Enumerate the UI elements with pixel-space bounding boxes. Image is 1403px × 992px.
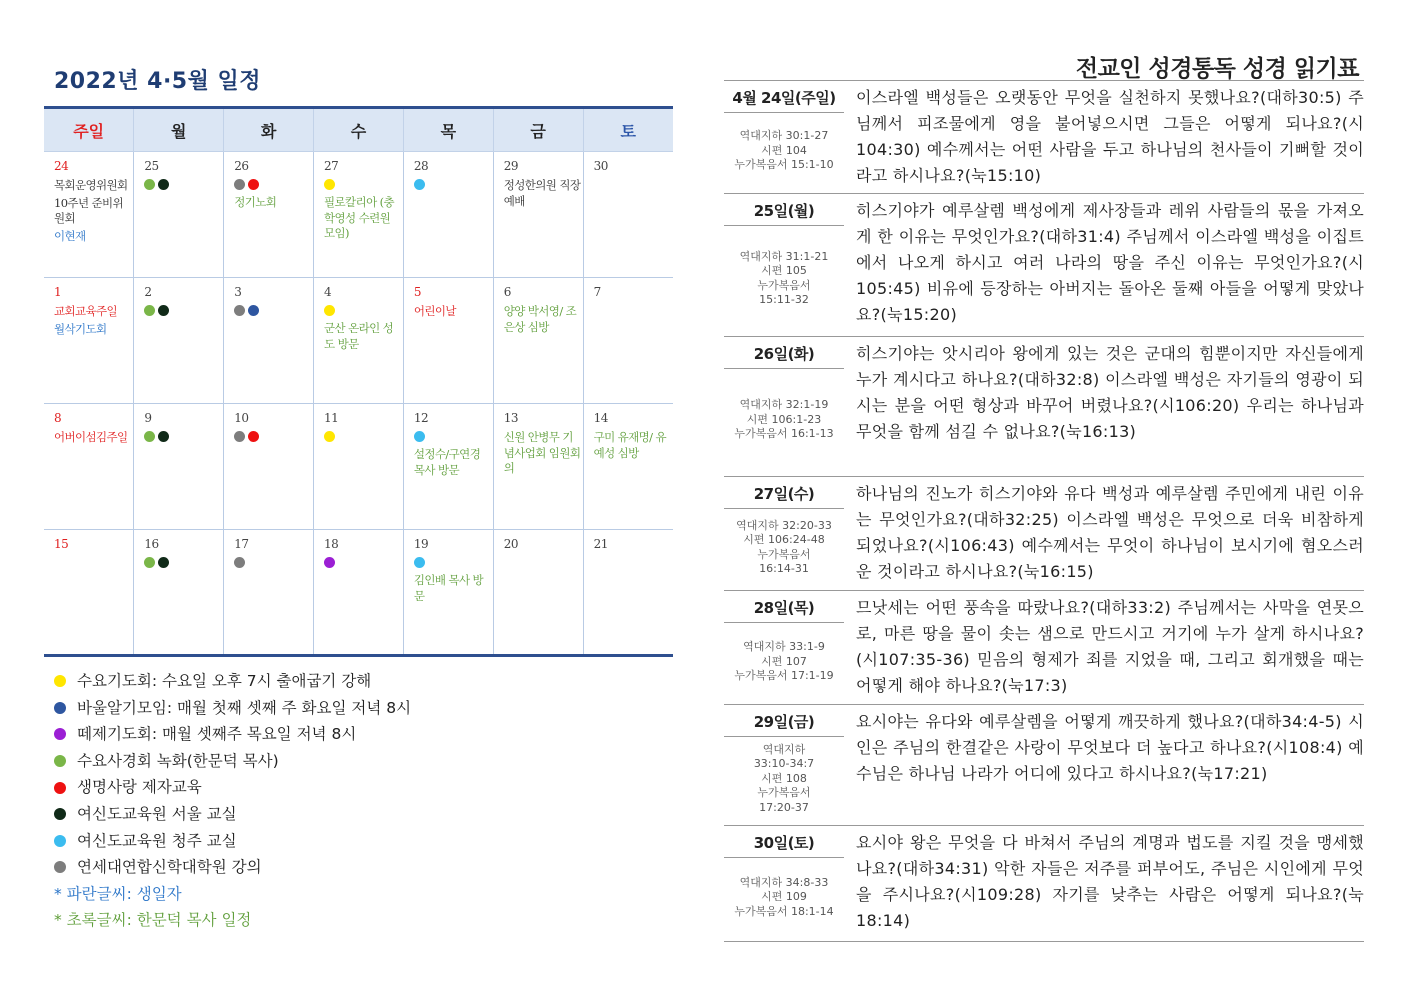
reading-day-column <box>724 481 844 587</box>
passage-ref: 시편 108 <box>761 771 807 785</box>
event-dot-purple <box>324 557 335 568</box>
passage-ref: 역대지하 33:1-9 <box>743 640 825 654</box>
calendar-day-cell <box>134 530 224 656</box>
legend-item <box>54 748 411 775</box>
legend-footnote: * 초록글씨: 한문덕 목사 일정 <box>54 911 252 930</box>
legend-dot-black <box>54 808 66 820</box>
day-number: 8 <box>54 411 62 425</box>
calendar-day-cell <box>134 152 224 278</box>
event-dots <box>234 304 313 317</box>
calendar-day-cell <box>403 404 493 530</box>
passage-ref: 시편 105 <box>761 264 807 278</box>
calendar-table <box>44 106 673 657</box>
calendar-day-cell <box>403 152 493 278</box>
reading-row <box>724 705 1364 826</box>
weekday-wed: 수 <box>314 108 404 152</box>
reading-table <box>724 80 1364 942</box>
day-number: 21 <box>593 537 608 551</box>
calendar-day-cell <box>314 530 404 656</box>
event-dots <box>324 430 403 443</box>
legend-label: 바울알기모임: 매월 첫째 셋째 주 화요일 저녁 8시 <box>77 698 412 717</box>
passage-ref: 33:10-34:7 <box>753 757 815 771</box>
day-number: 14 <box>593 411 608 425</box>
event-dot-black <box>158 179 169 190</box>
event-dots <box>234 556 313 569</box>
calendar-day-cell <box>314 404 404 530</box>
event-dot-gray <box>234 431 245 442</box>
passage-ref: 역대지하 <box>762 742 806 756</box>
reading-day-column <box>724 198 844 332</box>
calendar-day-cell <box>403 278 493 404</box>
event-dot-black <box>158 557 169 568</box>
reading-date: 25일(월) <box>724 198 844 226</box>
reading-date: 28일(목) <box>724 595 844 623</box>
calendar-day-cell <box>224 530 314 656</box>
calendar-day-cell <box>583 152 673 278</box>
day-note: 군산 온라인 성도 방문 <box>324 321 394 351</box>
event-dot-gray <box>234 557 245 568</box>
event-dot-cyan <box>414 179 425 190</box>
reading-day-column <box>724 341 844 472</box>
reading-row <box>724 477 1364 592</box>
passage-ref: 역대지하 31:1-21 <box>739 249 829 263</box>
weekday-thu: 목 <box>403 108 493 152</box>
passage-ref: 누가복음서 <box>757 547 811 561</box>
day-number: 10 <box>234 411 249 425</box>
legend-item <box>54 668 411 695</box>
calendar-day-cell <box>44 530 134 656</box>
passage-ref: 역대지하 32:1-19 <box>739 398 829 412</box>
calendar-week-row <box>44 278 673 404</box>
calendar-day-cell <box>134 404 224 530</box>
day-note: 설정수/구연경 목사 방문 <box>413 447 481 477</box>
event-dot-yellow <box>324 305 335 316</box>
day-note: 이현재 <box>54 228 86 243</box>
calendar-day-cell <box>44 152 134 278</box>
event-dot-black <box>158 305 169 316</box>
passage-ref: 15:11-32 <box>759 293 809 307</box>
calendar-day-cell <box>493 278 583 404</box>
event-dot-cyan <box>414 557 425 568</box>
calendar-day-cell <box>314 152 404 278</box>
day-note: 목회운영위원회 <box>54 178 128 193</box>
day-number: 25 <box>144 159 159 173</box>
event-dot-green <box>144 305 155 316</box>
legend-dot-purple <box>54 728 66 740</box>
calendar-day-cell <box>314 278 404 404</box>
weekday-fri: 금 <box>493 108 583 152</box>
event-dots <box>414 556 493 569</box>
reading-question: 히스기야가 예루살렘 백성에게 제사장들과 레위 사람들의 몫을 가져오게 한 이유는 무엇인가요?(대하31:4) 주님께서 이스라엘 백성을 이집트에서 나오게 하시고 여러 나라의 땅을 주신 이유는 무엇인가요?(시105:45) 비유에 등장하는 아버지는 돌아온 둘째 아들을 어떻게 맞았나요?(눅15:20) <box>856 201 1364 324</box>
passage-ref: 시편 109 <box>761 890 807 904</box>
day-number: 16 <box>144 537 159 551</box>
reading-row <box>724 81 1364 194</box>
day-number: 15 <box>54 537 69 551</box>
weekday-header-row <box>44 108 673 152</box>
calendar-day-cell <box>583 404 673 530</box>
legend-dot-cyan <box>54 835 66 847</box>
event-dot-black <box>158 431 169 442</box>
passage-ref: 역대지하 34:8-33 <box>739 875 829 889</box>
reading-row <box>724 194 1364 337</box>
day-number: 4 <box>324 285 332 299</box>
passage-ref: 16:14-31 <box>759 562 809 576</box>
event-dot-green <box>144 431 155 442</box>
day-number: 27 <box>324 159 339 173</box>
legend-item <box>54 828 411 855</box>
event-dot-yellow <box>324 431 335 442</box>
legend-dot-gray <box>54 861 66 873</box>
reading-question: 히스기야는 앗시리아 왕에게 있는 것은 군대의 힘뿐이지만 자신들에게 누가 계시다고 하나요?(대하32:8) 이스라엘 백성은 자기들의 영광이 되시는 분을 어떤 형상과 바꾸어 버렸나요?(시106:20) 우리는 하나님과 무엇을 함께 섬길 수 없나요?(눅16:13) <box>856 343 1364 441</box>
day-number: 26 <box>234 159 249 173</box>
legend-label: 수요기도회: 수요일 오후 7시 출애굽기 강해 <box>77 672 372 690</box>
legend-dot-yellow <box>54 675 66 687</box>
event-dot-yellow <box>324 179 335 190</box>
reading-row <box>724 337 1364 477</box>
legend-label: 수요사경회 녹화(한문덕 목사) <box>77 751 279 770</box>
calendar-day-cell <box>134 278 224 404</box>
passage-ref: 누가복음서 17:1-19 <box>734 669 834 683</box>
reading-date: 30일(토) <box>724 830 844 858</box>
legend-item <box>54 695 411 722</box>
event-dots <box>324 304 403 317</box>
calendar-day-cell <box>583 278 673 404</box>
passage-ref: 역대지하 32:20-33 <box>736 518 832 532</box>
day-note: 교회교육주일 <box>54 304 118 319</box>
day-number: 13 <box>503 411 518 425</box>
event-dots <box>144 556 223 569</box>
day-number: 18 <box>324 537 339 551</box>
legend-label: 떼제기도회: 매월 셋째주 목요일 저녁 8시 <box>77 725 357 744</box>
reading-day-column <box>724 85 844 189</box>
reading-passages <box>734 623 833 700</box>
reading-row <box>724 826 1364 942</box>
weekday-sat: 토 <box>583 108 673 152</box>
calendar-day-cell <box>224 404 314 530</box>
day-number: 3 <box>234 285 242 299</box>
day-number: 2 <box>144 285 152 299</box>
calendar-day-cell <box>583 530 673 656</box>
day-number: 11 <box>324 411 339 425</box>
legend-item <box>54 801 411 828</box>
day-number: 5 <box>413 285 422 299</box>
calendar-day-cell <box>224 152 314 278</box>
reading-date: 29일(금) <box>724 709 844 737</box>
weekday-mon: 월 <box>134 108 224 152</box>
passage-ref: 시편 106:24-48 <box>743 533 825 547</box>
legend-dot-red <box>54 782 66 794</box>
calendar-week-row <box>44 530 673 656</box>
day-note: 월삭기도회 <box>54 321 107 336</box>
reading-day-column <box>724 830 844 937</box>
reading-date: 4월 24일(주일) <box>724 85 844 113</box>
day-number: 12 <box>413 411 429 425</box>
day-number: 7 <box>593 285 601 299</box>
calendar-legend <box>54 668 411 934</box>
calendar-day-cell <box>493 152 583 278</box>
passage-ref: 누가복음서 18:1-14 <box>734 904 834 918</box>
event-dots <box>234 178 313 191</box>
event-dots <box>234 430 313 443</box>
calendar-day-cell <box>403 530 493 656</box>
reading-passages <box>740 226 829 332</box>
reading-day-column <box>724 595 844 700</box>
reading-date: 27일(수) <box>724 481 844 509</box>
day-note: 양양 박서영/ 조은상 심방 <box>503 304 577 334</box>
weekday-tue: 화 <box>224 108 314 152</box>
day-number: 20 <box>503 537 518 551</box>
passage-ref: 누가복음서 15:1-10 <box>734 158 834 172</box>
legend-item <box>54 854 411 881</box>
passage-ref: 누가복음서 16:1-13 <box>734 427 834 441</box>
event-dot-cyan <box>414 431 425 442</box>
day-note: 10주년 준비위원회 <box>54 195 124 226</box>
event-dots <box>324 556 403 569</box>
event-dots <box>414 430 493 443</box>
passage-ref: 시편 106:1-23 <box>746 412 822 426</box>
event-dot-gray <box>234 179 245 190</box>
calendar-day-cell <box>224 278 314 404</box>
day-note: 필로칼리아 (충학영성 수련원 모임) <box>324 195 395 241</box>
reading-question: 므낫세는 어떤 풍속을 따랐나요?(대하33:2) 주님께서는 사막을 연못으로, 마른 땅을 물이 솟는 샘으로 만드시고 거기에 누가 살게 하시나요?(시107:35-36) 믿음의 형제가 죄를 지었을 때, 그리고 회개했을 때는 어떻게 해야 하나요?(눅17:3) <box>856 598 1364 696</box>
day-number: 28 <box>413 159 429 173</box>
calendar-day-cell <box>493 404 583 530</box>
calendar-day-cell <box>44 404 134 530</box>
day-number: 24 <box>54 159 69 173</box>
day-note: 구미 유재명/ 유예성 심방 <box>593 430 667 460</box>
passage-ref: 누가복음서 <box>757 786 811 800</box>
day-number: 30 <box>593 159 608 173</box>
day-note: 신원 안병무 기념사업회 임원회의 <box>503 430 581 476</box>
reading-question: 요시야 왕은 무엇을 다 바쳐서 주님의 계명과 법도를 지킬 것을 맹세했나요?(대하34:31) 악한 자들은 저주를 퍼부어도, 주님은 시인에게 무엇을 주시나요?(시109:28) 자기를 낮추는 사람은 어떻게 되나요?(눅18:14) <box>856 833 1364 931</box>
event-dot-gray <box>234 305 245 316</box>
event-dots <box>144 178 223 191</box>
day-note: 정성한의원 직장예배 <box>503 178 581 208</box>
reading-question: 이스라엘 백성들은 오랫동안 무엇을 실천하지 못했나요?(대하30:5) 주님께서 피조물에게 영을 불어넣으시면 그들은 어떻게 되나요?(시104:30) 예수께서는 어떤 사람을 두고 하나님의 천사들이 기뻐할 것이라고 하시나요?(눅15:10) <box>856 88 1364 185</box>
calendar-week-row <box>44 404 673 530</box>
calendar-body <box>44 152 673 656</box>
legend-label: 여신도교육원 청주 교실 <box>77 831 237 850</box>
day-number: 1 <box>54 285 62 299</box>
reading-passages <box>754 737 814 821</box>
day-note: 정기노회 <box>234 195 277 210</box>
reading-title: 전교인 성경통독 성경 읽기표 <box>1075 56 1359 82</box>
reading-passages <box>734 113 833 189</box>
day-note: 김인배 목사 방문 <box>413 573 484 603</box>
reading-date: 26일(화) <box>724 341 844 369</box>
reading-passages <box>736 509 832 587</box>
event-dots <box>414 178 493 191</box>
reading-question: 하나님의 진노가 히스기야와 유다 백성과 예루살렘 주민에게 내린 이유는 무엇인가요?(대하32:25) 이스라엘 백성은 무엇으로 더욱 비참하게 되었나요?(시106:43) 예수께서는 무엇이 하나님이 보시기에 혐오스러운 것이라고 하시나요?(눅16:15) <box>856 483 1364 581</box>
day-number: 17 <box>234 537 249 551</box>
calendar-week-row <box>44 152 673 278</box>
legend-dot-green <box>54 755 66 767</box>
day-number: 9 <box>144 411 152 425</box>
day-note: 어린이날 <box>413 304 456 319</box>
calendar-day-cell <box>493 530 583 656</box>
reading-passages <box>734 369 833 472</box>
event-dots <box>144 430 223 443</box>
event-dot-red <box>248 431 259 442</box>
reading-passages <box>734 858 833 937</box>
legend-dot-navy <box>54 702 66 714</box>
passage-ref: 시편 104 <box>761 143 807 157</box>
reading-day-column <box>724 709 844 821</box>
passage-ref: 시편 107 <box>761 654 807 668</box>
event-dots <box>324 178 403 191</box>
passage-ref: 누가복음서 <box>757 278 811 292</box>
event-dot-red <box>248 179 259 190</box>
event-dots <box>144 304 223 317</box>
passage-ref: 역대지하 30:1-27 <box>739 129 829 143</box>
legend-footnote: * 파란글씨: 생일자 <box>54 884 182 903</box>
event-dot-navy <box>248 305 259 316</box>
reading-question: 요시야는 유다와 예루살렘을 어떻게 깨끗하게 했나요?(대하34:4-5) 시인은 주님의 한결같은 사랑이 무엇보다 더 높다고 하나요?(시108:4) 예수님은 하나님 나라가 어디에 있다고 하시나요?(눅17:21) <box>856 712 1364 784</box>
weekday-sun: 주일 <box>44 108 134 152</box>
event-dot-green <box>144 557 155 568</box>
day-number: 19 <box>413 537 429 551</box>
legend-item <box>54 774 411 801</box>
day-number: 6 <box>503 285 511 299</box>
legend-item <box>54 721 411 748</box>
day-note: 어버이섬김주일 <box>54 430 128 445</box>
reading-row <box>724 591 1364 705</box>
legend-label: 생명사랑 제자교육 <box>77 778 202 797</box>
calendar-title: 2022년 4·5월 일정 <box>54 69 262 94</box>
event-dot-green <box>144 179 155 190</box>
passage-ref: 17:20-37 <box>759 800 809 814</box>
day-number: 29 <box>503 159 518 173</box>
legend-label: 여신도교육원 서울 교실 <box>77 804 237 823</box>
legend-label: 연세대연합신학대학원 강의 <box>77 858 262 877</box>
calendar-day-cell <box>44 278 134 404</box>
